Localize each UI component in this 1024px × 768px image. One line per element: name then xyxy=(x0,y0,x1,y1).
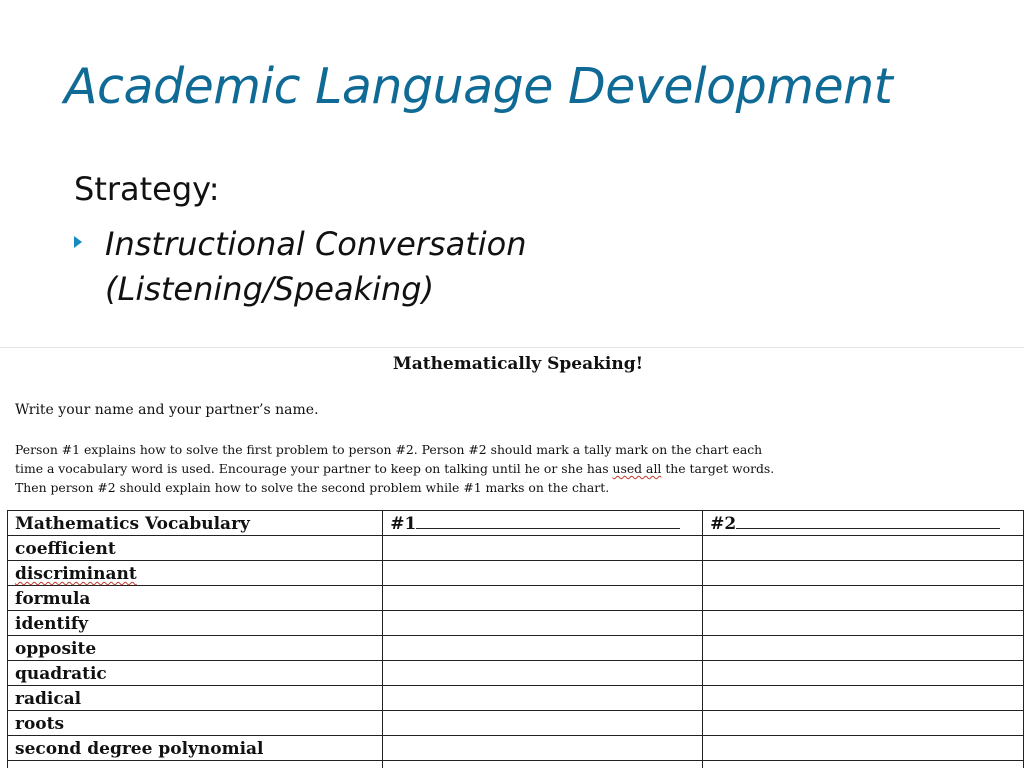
header-vocabulary: Mathematics Vocabulary xyxy=(8,511,383,536)
vocab-word: coefficient xyxy=(8,536,383,561)
table-row xyxy=(8,761,1024,768)
header-person-1 xyxy=(383,511,703,536)
vocab-word: quadratic xyxy=(8,661,383,686)
vocab-word: radical xyxy=(8,686,383,711)
paragraph-line-2-start: time a vocabulary word is used. Encourage your partner to keep on talking until he or she has xyxy=(15,461,613,476)
slide-title: Academic Language Development xyxy=(64,58,893,115)
vocab-word-cut-off xyxy=(8,761,383,768)
table-row xyxy=(8,661,1024,686)
paragraph-line-3: Then person #2 should explain how to solve the second problem while #1 marks on the chart. xyxy=(15,480,610,495)
table-row xyxy=(8,536,1024,561)
name-blank-1 xyxy=(416,514,680,529)
vocab-word: formula xyxy=(8,586,383,611)
paragraph-line-1: Person #1 explains how to solve the first problem to person #2. Person #2 should mark a tally mark on the chart each xyxy=(15,442,763,457)
strategy-label: Strategy: xyxy=(74,170,220,208)
table-row xyxy=(8,611,1024,636)
table-row xyxy=(8,636,1024,661)
vocab-word xyxy=(8,561,383,586)
tally-cell-2 xyxy=(703,611,1024,636)
table-row xyxy=(8,561,1024,586)
tally-cell-1 xyxy=(383,611,703,636)
worksheet-paragraph xyxy=(15,440,1020,497)
tally-cell-1 xyxy=(383,736,703,761)
header-person-1-label: #1 xyxy=(390,514,417,534)
tally-cell-2 xyxy=(703,661,1024,686)
vocab-word: opposite xyxy=(8,636,383,661)
tally-cell-1 xyxy=(383,586,703,611)
spellcheck-flagged-text: used all xyxy=(612,461,662,476)
tally-cell-1 xyxy=(383,561,703,586)
header-person-2 xyxy=(703,511,1024,536)
table-row xyxy=(8,586,1024,611)
name-blank-2 xyxy=(736,514,1000,529)
tally-cell-2 xyxy=(703,711,1024,736)
tally-cell-2 xyxy=(703,686,1024,711)
vocab-word: roots xyxy=(8,711,383,736)
tally-cell-1 xyxy=(383,661,703,686)
tally-cell-1 xyxy=(383,636,703,661)
header-person-2-label: #2 xyxy=(710,514,737,534)
spellcheck-flagged-word: discriminant xyxy=(15,564,137,584)
tally-cell-2 xyxy=(703,586,1024,611)
triangle-bullet-icon xyxy=(74,236,82,248)
tally-cell-1 xyxy=(383,536,703,561)
vocab-word: identify xyxy=(8,611,383,636)
paragraph-line-2-end: the target words. xyxy=(661,461,775,476)
tally-cell-1 xyxy=(383,761,703,768)
table-row xyxy=(8,736,1024,761)
corner-mark xyxy=(10,347,19,348)
tally-cell-2 xyxy=(703,761,1024,768)
paragraph-line-2 xyxy=(15,459,1020,478)
bullet-line-1: Instructional Conversation xyxy=(105,225,527,263)
tally-cell-1 xyxy=(383,711,703,736)
bullet-line-2: (Listening/Speaking) xyxy=(105,270,435,308)
tally-cell-2 xyxy=(703,536,1024,561)
tally-cell-2 xyxy=(703,736,1024,761)
worksheet-image xyxy=(0,347,1024,768)
tally-cell-2 xyxy=(703,636,1024,661)
vocabulary-table xyxy=(7,510,1024,768)
bullet-text xyxy=(105,222,527,312)
table-row xyxy=(8,711,1024,736)
worksheet-instruction: Write your name and your partner’s name. xyxy=(15,402,319,418)
worksheet-title: Mathematically Speaking! xyxy=(392,354,644,374)
vocab-word: second degree polynomial xyxy=(8,736,383,761)
table-header-row xyxy=(8,511,1024,536)
tally-cell-1 xyxy=(383,686,703,711)
tally-cell-2 xyxy=(703,561,1024,586)
table-row xyxy=(8,686,1024,711)
